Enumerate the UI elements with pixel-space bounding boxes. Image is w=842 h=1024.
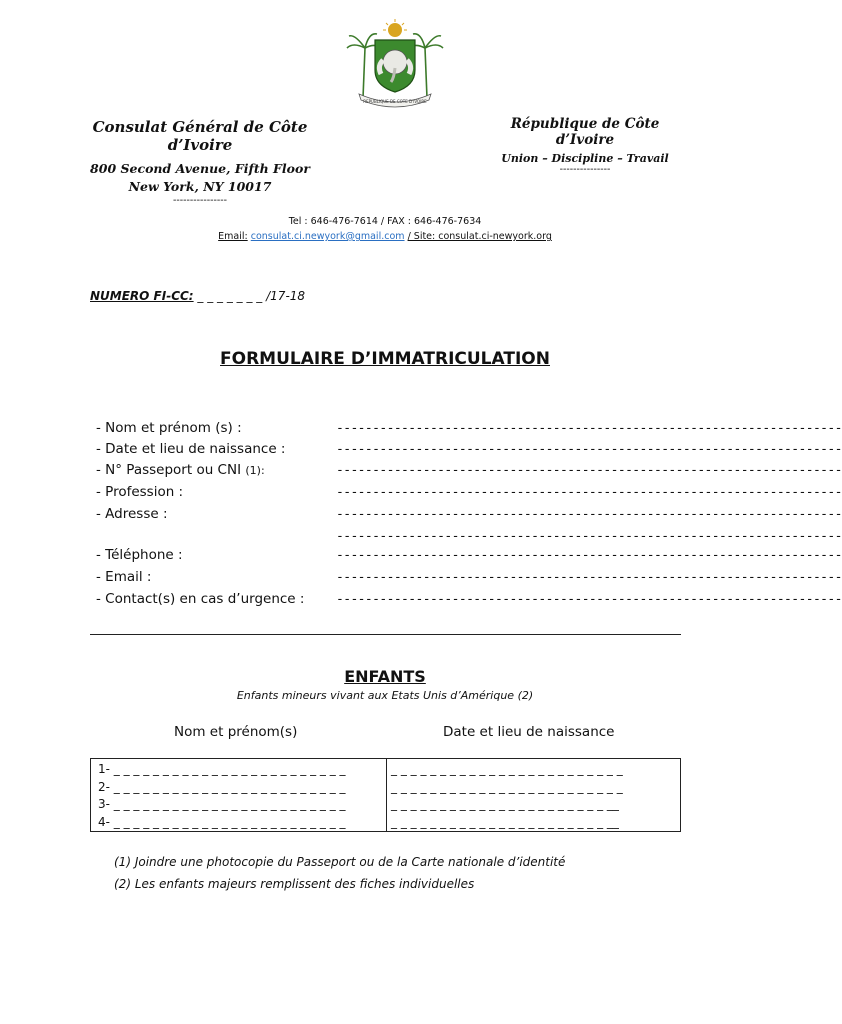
child-date-row-4[interactable]: _ _ _ _ _ _ _ _ _ _ _ _ _ _ _ _ _ _ _ _ _ _ __ <box>391 815 619 829</box>
republic-motto: Union – Discipline – Travail <box>501 152 669 165</box>
passeport-label-text: - N° Passeport ou CNI <box>96 462 242 478</box>
field-line-passeport[interactable]: ---------------------------------------------------------------------- <box>336 463 842 478</box>
field-line-urgence[interactable]: ---------------------------------------------------------------------- <box>336 592 842 607</box>
republic-title: République de Côte d’Ivoire <box>510 116 660 148</box>
child-name-row-3[interactable]: 3- _ _ _ _ _ _ _ _ _ _ _ _ _ _ _ _ _ _ _ _ _ _ _ _ <box>98 797 346 811</box>
child-date-row-3[interactable]: _ _ _ _ _ _ _ _ _ _ _ _ _ _ _ _ _ _ _ _ _ _ __ <box>391 797 619 811</box>
enfants-subtitle: Enfants mineurs vivant aux Etats Unis d’Amérique (2) <box>236 689 534 702</box>
footnote-1: (1) Joindre une photocopie du Passeport ou de la Carte nationale d’identité <box>114 855 566 869</box>
field-line-profession[interactable]: ---------------------------------------------------------------------- <box>336 485 842 500</box>
field-line-nom[interactable]: ---------------------------------------------------------------------- <box>336 421 842 436</box>
email-label: Email: <box>218 231 248 242</box>
field-label-passeport <box>96 462 265 478</box>
numero-value: _ _ _ _ _ _ _ /17-18 <box>193 289 306 303</box>
field-line-adresse-1[interactable]: ---------------------------------------------------------------------- <box>336 507 842 522</box>
enfants-title: ENFANTS <box>344 667 426 686</box>
consulate-title: Consulat Général de Côte d’Ivoire <box>92 118 308 154</box>
child-name-row-2[interactable]: 2- _ _ _ _ _ _ _ _ _ _ _ _ _ _ _ _ _ _ _ _ _ _ _ _ <box>98 780 346 794</box>
site-text: / Site: consulat.ci-newyork.org <box>407 231 552 242</box>
passeport-note: (1): <box>245 464 265 477</box>
child-name-row-1[interactable]: 1- _ _ _ _ _ _ _ _ _ _ _ _ _ _ _ _ _ _ _ _ _ _ _ _ <box>98 762 346 776</box>
email-site-line <box>0 231 770 242</box>
table-divider <box>386 759 387 831</box>
field-label-urgence: - Contact(s) en cas d’urgence : <box>96 591 305 607</box>
column-header-name: Nom et prénom(s) <box>174 724 298 740</box>
phone-fax-line: Tel : 646-476-7614 / FAX : 646-476-7634 <box>288 216 482 227</box>
child-name-row-4[interactable]: 4- _ _ _ _ _ _ _ _ _ _ _ _ _ _ _ _ _ _ _ _ _ _ _ _ <box>98 815 346 829</box>
field-line-naissance[interactable]: ---------------------------------------------------------------------- <box>336 442 842 457</box>
numero-label: NUMERO FI-CC: <box>90 289 194 303</box>
header-left-separator: ---------------- <box>172 195 228 206</box>
child-date-row-2[interactable]: _ _ _ _ _ _ _ _ _ _ _ _ _ _ _ _ _ _ _ _ _ _ _ _ <box>391 780 623 794</box>
field-label-profession: - Profession : <box>96 484 184 500</box>
child-date-row-1[interactable]: _ _ _ _ _ _ _ _ _ _ _ _ _ _ _ _ _ _ _ _ _ _ _ _ <box>391 762 623 776</box>
field-label-telephone: - Téléphone : <box>96 547 183 563</box>
field-label-adresse: - Adresse : <box>96 506 168 522</box>
email-link[interactable]: consulat.ci.newyork@gmail.com <box>250 231 405 242</box>
coat-of-arms-emblem <box>345 18 445 106</box>
field-line-adresse-2[interactable]: ---------------------------------------------------------------------- <box>336 529 842 544</box>
section-divider <box>90 634 681 635</box>
footnote-2: (2) Les enfants majeurs remplissent des fiches individuelles <box>114 877 475 891</box>
column-header-date: Date et lieu de naissance <box>443 724 615 740</box>
consulate-address-line2: New York, NY 10017 <box>128 179 272 194</box>
field-line-email[interactable]: ---------------------------------------------------------------------- <box>336 570 842 585</box>
field-label-email: - Email : <box>96 569 152 585</box>
consulate-header <box>60 118 340 206</box>
form-title: FORMULAIRE D’IMMATRICULATION <box>220 349 550 369</box>
svg-text:REPUBLIQUE DE COTE D'IVOIRE: REPUBLIQUE DE COTE D'IVOIRE <box>363 99 427 104</box>
republic-header <box>480 116 690 175</box>
field-label-nom: - Nom et prénom (s) : <box>96 420 242 436</box>
field-line-telephone[interactable]: ---------------------------------------------------------------------- <box>336 548 842 563</box>
field-label-naissance: - Date et lieu de naissance : <box>96 441 286 457</box>
consulate-address-line1: 800 Second Avenue, Fifth Floor <box>90 161 310 176</box>
header-right-separator: --------------- <box>559 164 611 175</box>
numero-field <box>90 289 305 303</box>
